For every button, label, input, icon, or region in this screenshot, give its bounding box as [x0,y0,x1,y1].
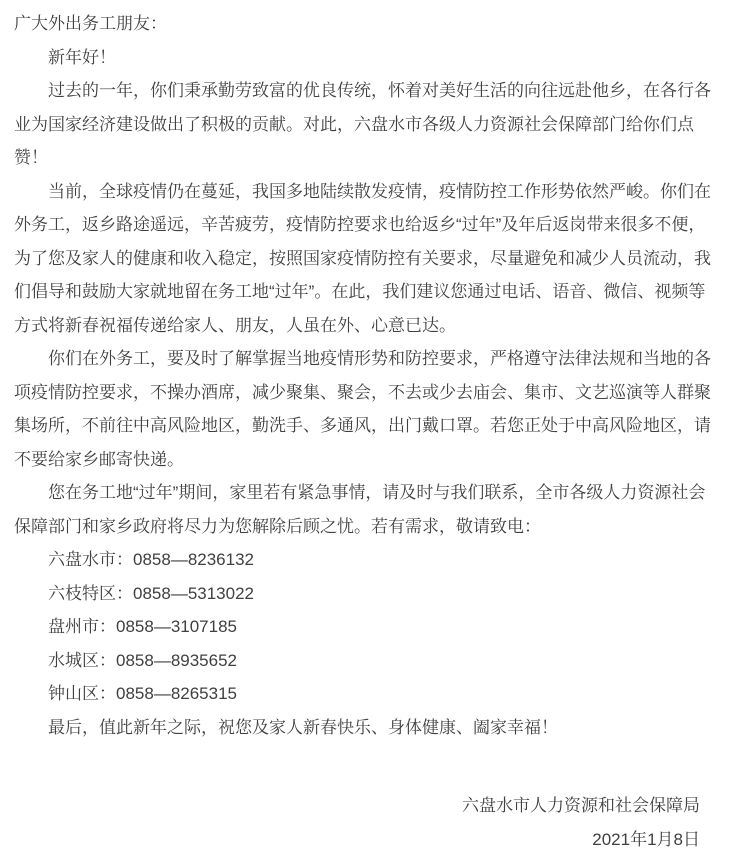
paragraph-past-year-praise: 过去的一年，你们秉承勤劳致富的优良传统，怀着对美好生活的向往远赴他乡，在各行各业为国家经济建设做出了积极的贡献。对此，六盘水市各级人力资源社会保障部门给你们点赞！ [14,81,711,167]
hotline-row-shuicheng-district [14,644,712,678]
hotline-row-panzhou-city [14,610,712,644]
hotline-row-liuzhi-district [14,577,712,611]
hotline-separator: ： [99,684,116,703]
hotline-phone: 0858—8236132 [133,550,255,569]
paragraph-emergency-contact: 您在务工地“过年”期间，家里若有紧急事情，请及时与我们联系，全市各级人力资源社会保障部门和家乡政府将尽力为您解除后顾之忧。若有需求，敬请致电： [14,483,706,536]
hotline-separator: ： [116,583,133,603]
paragraph-new-year-greeting: 新年好！ [48,47,116,67]
hotline-region: 盘州市 [48,617,99,636]
hotline-separator: ： [116,550,133,569]
signature-date: 2021年1月8日 [592,829,700,849]
hotline-phone: 0858—8935652 [116,650,238,670]
hotline-separator: ： [99,650,116,670]
paragraph-local-prevention-rules: 你们在外务工，要及时了解掌握当地疫情形势和防控要求，严格遵守法律法规和当地的各项疫情防控要求，不操办酒席，减少聚集、聚会，不去或少去庙会、集市、文艺巡演等人群聚集场所，不前往中高风险地区，勤洗手、多通风，出门戴口罩。若您正处于中高风险地区，请不要给家乡邮寄快递。 [14,349,711,469]
hotline-phone: 0858—3107185 [116,617,238,636]
signature-spacer [14,744,712,789]
paragraph-closing-wishes: 最后，值此新年之际，祝您及家人新春快乐、身体健康、阖家幸福！ [48,717,558,737]
hotline-region: 六盘水市 [48,550,116,569]
hotline-row-zhongshan-district [14,677,712,711]
salutation: 广大外出务工朋友： [14,14,167,33]
paragraph-epidemic-stay-local: 当前，全球疫情仍在蔓延，我国多地陆续散发疫情，疫情防控工作形势依然严峻。你们在外务工，返乡路途遥远，辛苦疲劳，疫情防控要求也给返乡“过年”及年后返岗带来很多不便，为了您及家人的健康和收入稳定，按照国家疫情防控有关要求，尽量避免和减少人员流动，我们倡导和鼓励大家就地留在务工地“过年”。在此，我们建议您通过电话、语音、微信、视频等方式将新春祝福传递给家人、朋友，人虽在外、心意已达。 [14,181,711,335]
hotline-region: 水城区 [48,650,99,670]
hotline-row-liupanshui-city [14,543,712,577]
hotline-phone: 0858—8265315 [116,684,238,703]
hotline-separator: ： [99,617,116,636]
hotline-region: 六枝特区 [48,583,116,603]
hotline-phone: 0858—5313022 [133,583,255,603]
hotline-region: 钟山区 [48,684,99,703]
signature-organization: 六盘水市人力资源和社会保障局 [462,796,700,815]
